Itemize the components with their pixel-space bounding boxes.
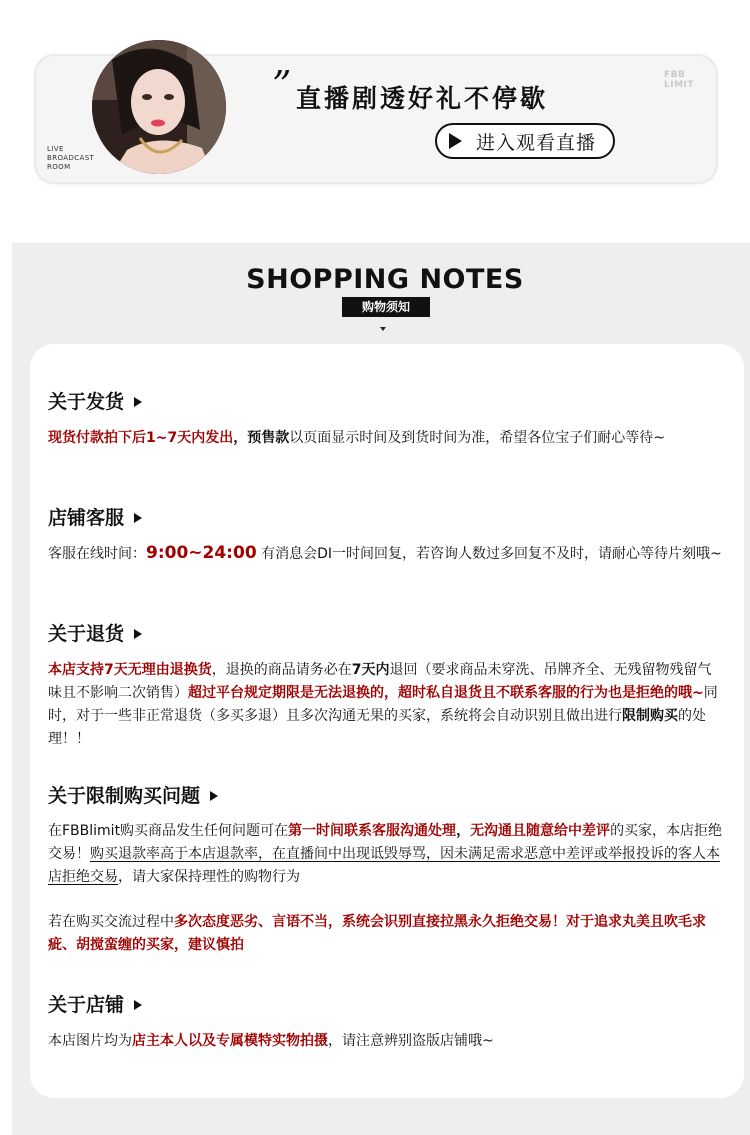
triangle-right-icon [134,629,142,639]
watch-live-button-label: 进入观看直播 [476,131,597,154]
shopping-notes-subheading: 购物须知 [342,297,430,317]
section-title-text: 关于退货 [48,623,125,645]
bold-text: 7天内 [351,662,390,678]
text-run: 同时，对于一些非正常退货（多买多退）且多次沟通无果的买家，系统将会自动识别且做出进行 [48,685,718,724]
live-label-line: ROOM [47,163,71,171]
play-icon [449,133,462,149]
section-title-text: 关于店铺 [48,994,125,1016]
highlight-text: 多次态度恶劣、言语不当，系统会识别直接拉黑永久拒绝交易！对于追求丸美且吹毛求疵、胡搅蛮缠的买家，建议慎拍 [48,914,706,953]
highlight-text: 无沟通且随意给中差评 [470,823,611,839]
brand-watermark [664,70,694,90]
section-title-text: 关于限制购买问题 [48,785,201,807]
brand-watermark-line: LIMIT [664,80,695,90]
text-run: 客服在线时间： [48,546,146,562]
text-run: 的买家，本店拒绝交易！ [48,823,723,862]
text-run: ， [456,823,471,839]
caret-down-icon [380,327,386,331]
bold-text: 限制购买 [622,708,678,724]
text-run: ，退换的商品请务必在 [211,662,352,678]
streamer-avatar [92,40,226,174]
highlight-text: 本店支持7天无理由退换货 [48,662,212,678]
text-run: 退回（要求商品未穿洗、吊牌齐全、无残留物残留气味且不影响二次销售） [48,662,712,701]
returns-paragraph [48,659,723,751]
limits-paragraph-2 [48,911,723,957]
quote-mark: ” [272,63,292,107]
text-run: 有消息会DI一时间回复，若咨询人数过多回复不及时，请耐心等待片刻哦~ [256,546,722,562]
section-title-service [48,506,142,530]
section-title-store [48,993,142,1017]
text-run: 以页面显示时间及到货时间为准，希望各位宝子们耐心等待~ [289,430,665,446]
section-title-text: 店铺客服 [48,507,125,529]
text-run: ，请大家保持理性的购物行为 [118,869,300,885]
section-title-returns [48,622,142,646]
highlight-text: 店主本人以及专属模特实物拍摄 [132,1033,328,1049]
section-title-shipping [48,390,142,414]
triangle-right-icon [210,791,218,801]
banner-slogan: 直播剧透好礼不停歇 [296,84,549,113]
service-paragraph [48,542,723,566]
highlight-text: 第一时间联系客服沟通处理 [288,823,457,839]
shipping-paragraph [48,427,723,450]
limits-paragraph-1 [48,820,723,889]
text-run: 若在购买交流过程中 [48,914,174,930]
highlight-text: 超过平台规定期限是无法退换的，超时私自退货且不联系客服的行为也是拒绝的哦~ [188,685,704,701]
bold-text: 预售款 [247,430,290,446]
text-run: 本店图片均为 [48,1033,132,1049]
text-run: ， [233,430,248,446]
streamer-photo [92,40,226,174]
live-label-line: BROADCAST [47,154,95,162]
text-run: ，请注意辨别盗版店铺哦~ [328,1033,494,1049]
triangle-right-icon [134,1000,142,1010]
shopping-notes-heading: SHOPPING NOTES [246,264,524,295]
text-run: 在FBBlimit购买商品发生任何问题可在 [48,823,289,839]
service-hours: 9:00~24:00 [146,543,257,563]
section-title-purchase-limits [48,784,218,808]
brand-watermark-line: FBB [664,70,686,80]
watch-live-button[interactable] [435,123,615,159]
triangle-right-icon [134,513,142,523]
store-paragraph [48,1030,723,1053]
live-broadcast-room-label [47,145,94,172]
section-title-text: 关于发货 [48,391,125,413]
underlined-text: 购买退款率高于本店退款率，在直播间中出现诋毁辱骂，因未满足需求恶意中差评或举报投诉的客人本店拒绝交易 [48,846,720,885]
highlight-text: 现货付款拍下后1~7天内发出 [48,430,234,446]
live-label-line: LIVE [47,145,64,153]
triangle-right-icon [134,397,142,407]
text-run: 的处理！！ [48,708,706,747]
